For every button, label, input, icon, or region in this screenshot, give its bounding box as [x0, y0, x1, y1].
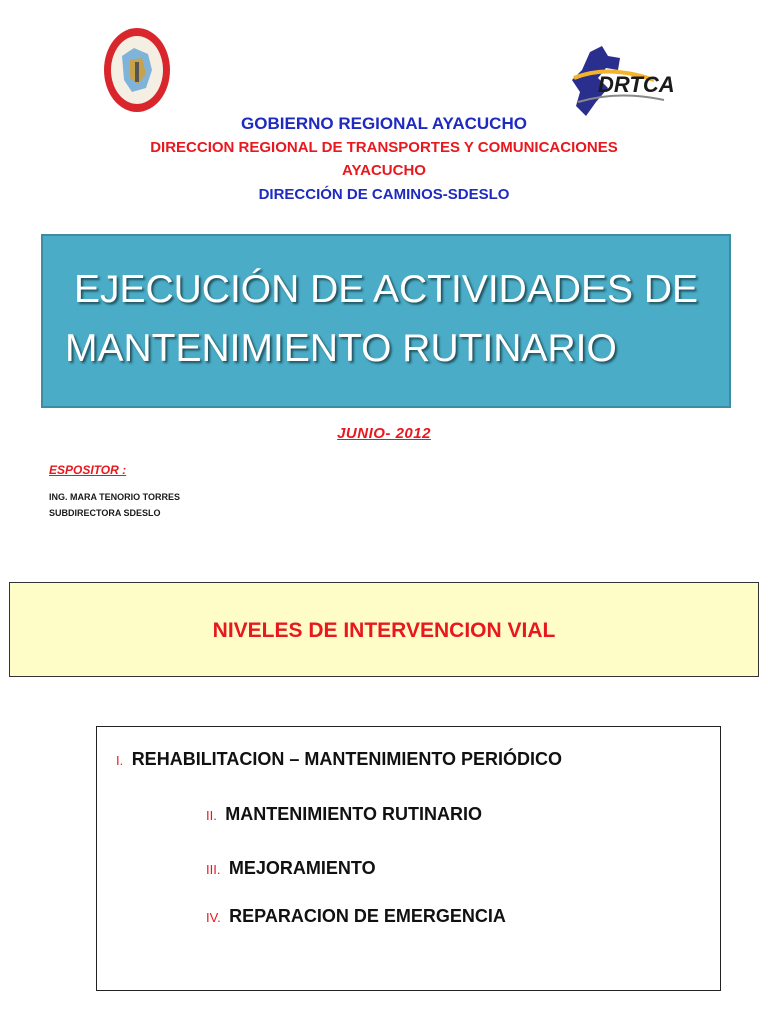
header-line-2: DIRECCION REGIONAL DE TRANSPORTES Y COMUNICACIONES: [150, 139, 618, 156]
list-item-number: II.: [206, 808, 217, 823]
title-line-2: MANTENIMIENTO RUTINARIO: [65, 327, 617, 370]
header-line-3: AYACUCHO: [342, 162, 426, 179]
expositor-name: ING. MARA TENORIO TORRES: [49, 492, 181, 502]
list-item-label: MEJORAMIENTO: [228, 858, 376, 878]
list-item-number: IV.: [206, 910, 221, 925]
drtca-logo-text: DRTCA: [598, 72, 675, 97]
title-box: [41, 234, 731, 408]
regional-seal-icon: [102, 26, 172, 114]
list-item-label: MANTENIMIENTO RUTINARIO: [225, 804, 482, 824]
header-line-1: GOBIERNO REGIONAL AYACUCHO: [241, 114, 527, 133]
list-item-label: REHABILITACION – MANTENIMIENTO PERIÓDICO: [131, 749, 563, 769]
list-item-number: III.: [206, 862, 221, 877]
presentation-date: JUNIO- 2012: [337, 425, 431, 442]
levels-list: [96, 726, 721, 991]
banner-title: NIVELES DE INTERVENCION VIAL: [212, 619, 556, 642]
expositor-label: ESPOSITOR :: [49, 463, 127, 477]
list-item-number: I.: [116, 753, 124, 768]
header-line-4: DIRECCIÓN DE CAMINOS-SDESLO: [258, 186, 510, 203]
list-item: [116, 749, 562, 770]
list-item: [206, 906, 506, 927]
section-banner: [9, 582, 759, 677]
expositor-role: SUBDIRECTORA SDESLO: [49, 508, 161, 518]
list-item: [206, 858, 376, 879]
list-item-label: REPARACION DE EMERGENCIA: [229, 906, 506, 926]
title-line-1: EJECUCIÓN DE ACTIVIDADES DE: [73, 268, 699, 311]
drtca-logo: [568, 44, 690, 118]
list-item: [206, 804, 482, 825]
